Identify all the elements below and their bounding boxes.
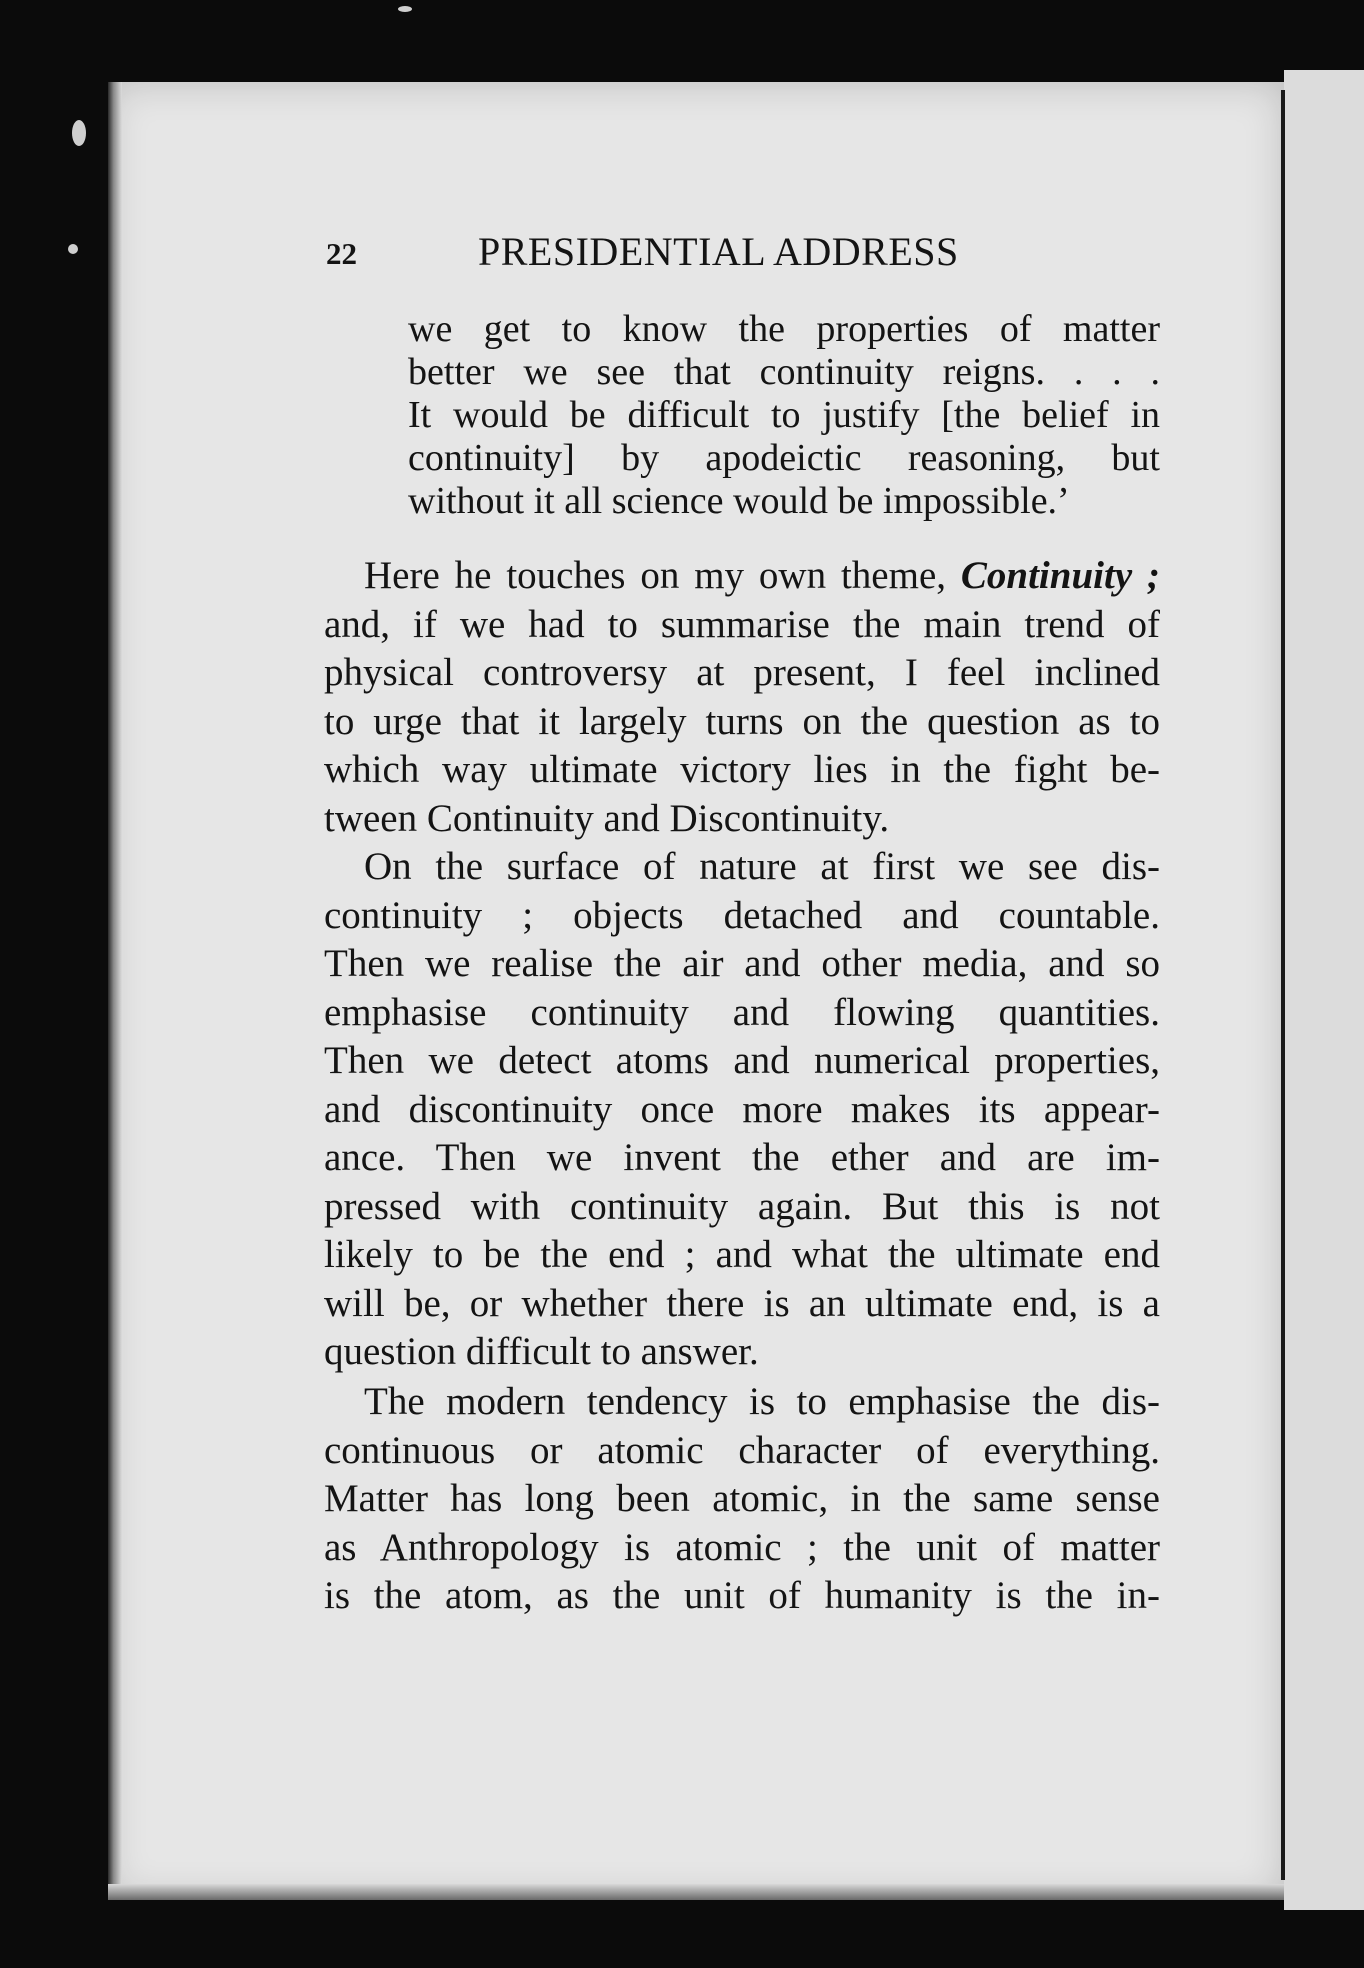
quote-line: It would be difficult to justify [the belief in: [408, 394, 1160, 436]
paragraph-line: pressed with continuity again. But this is not: [324, 1184, 1160, 1228]
paragraph-line: to urge that it largely turns on the question as to: [324, 699, 1160, 743]
facing-page-edge: [1284, 70, 1364, 1910]
paragraph-line: is the atom, as the unit of humanity is the in-: [324, 1574, 1160, 1617]
paragraph-line: Then we realise the air and other media, and so: [324, 942, 1160, 985]
paragraph-line: continuous or atomic character of everything.: [324, 1428, 1160, 1472]
paragraph-2: [324, 843, 1160, 1377]
quote-line: better we see that continuity reigns. . . .: [408, 351, 1160, 393]
paragraph-line: physical controversy at present, I feel inclined: [324, 651, 1160, 694]
paragraph-line: tween Continuity and Discontinuity.: [324, 796, 890, 840]
paragraph-3: [324, 1378, 1160, 1621]
emphasis-term: Continuity ;: [960, 554, 1160, 597]
page-bottom-edge: [108, 1884, 1284, 1900]
scan-speck: [68, 244, 78, 254]
paragraph-line: and, if we had to summarise the main trend of: [324, 602, 1160, 646]
paragraph-line: likely to be the end ; and what the ultimate end: [324, 1233, 1160, 1276]
scan-speck: [398, 6, 412, 12]
paragraph-line: Matter has long been atomic, in the same sense: [324, 1477, 1160, 1520]
running-title: PRESIDENTIAL ADDRESS: [478, 229, 959, 274]
paragraph-line: and discontinuity once more makes its appear-: [324, 1087, 1160, 1131]
paragraph-line: question difficult to answer.: [324, 1330, 759, 1373]
paragraph-line: emphasise continuity and flowing quantities.: [324, 990, 1160, 1034]
quote-line: without it all science would be impossible.’: [408, 480, 1070, 522]
scan-speck: [72, 120, 86, 146]
page-left-edge: [108, 82, 122, 1900]
paragraph-line: as Anthropology is atomic ; the unit of matter: [324, 1525, 1160, 1569]
running-head: [326, 228, 1166, 288]
paragraph-line: which way ultimate victory lies in the fight be-: [324, 748, 1160, 791]
quote-line: continuity] by apodeictic reasoning, but: [408, 437, 1160, 479]
paragraph-line: Then we detect atoms and numerical properties,: [324, 1039, 1160, 1082]
paragraph-1: [324, 552, 1160, 843]
paragraph-line: On the surface of nature at first we see dis-: [364, 845, 1160, 888]
quote-line: we get to know the properties of matter: [408, 308, 1160, 350]
paragraph-line: The modern tendency is to emphasise the dis-: [364, 1380, 1160, 1423]
paragraph-line: continuity ; objects detached and countable.: [324, 893, 1160, 937]
page-number: 22: [326, 236, 357, 271]
paragraph-text: Here he touches on my own theme,: [364, 554, 961, 597]
block-quote: [408, 308, 1160, 523]
paragraph-line: will be, or whether there is an ultimate end, is a: [324, 1281, 1160, 1325]
paragraph-first-line: [324, 552, 1160, 601]
paragraph-line: ance. Then we invent the ether and are im-: [324, 1136, 1160, 1179]
gutter-line: [1281, 90, 1285, 1880]
